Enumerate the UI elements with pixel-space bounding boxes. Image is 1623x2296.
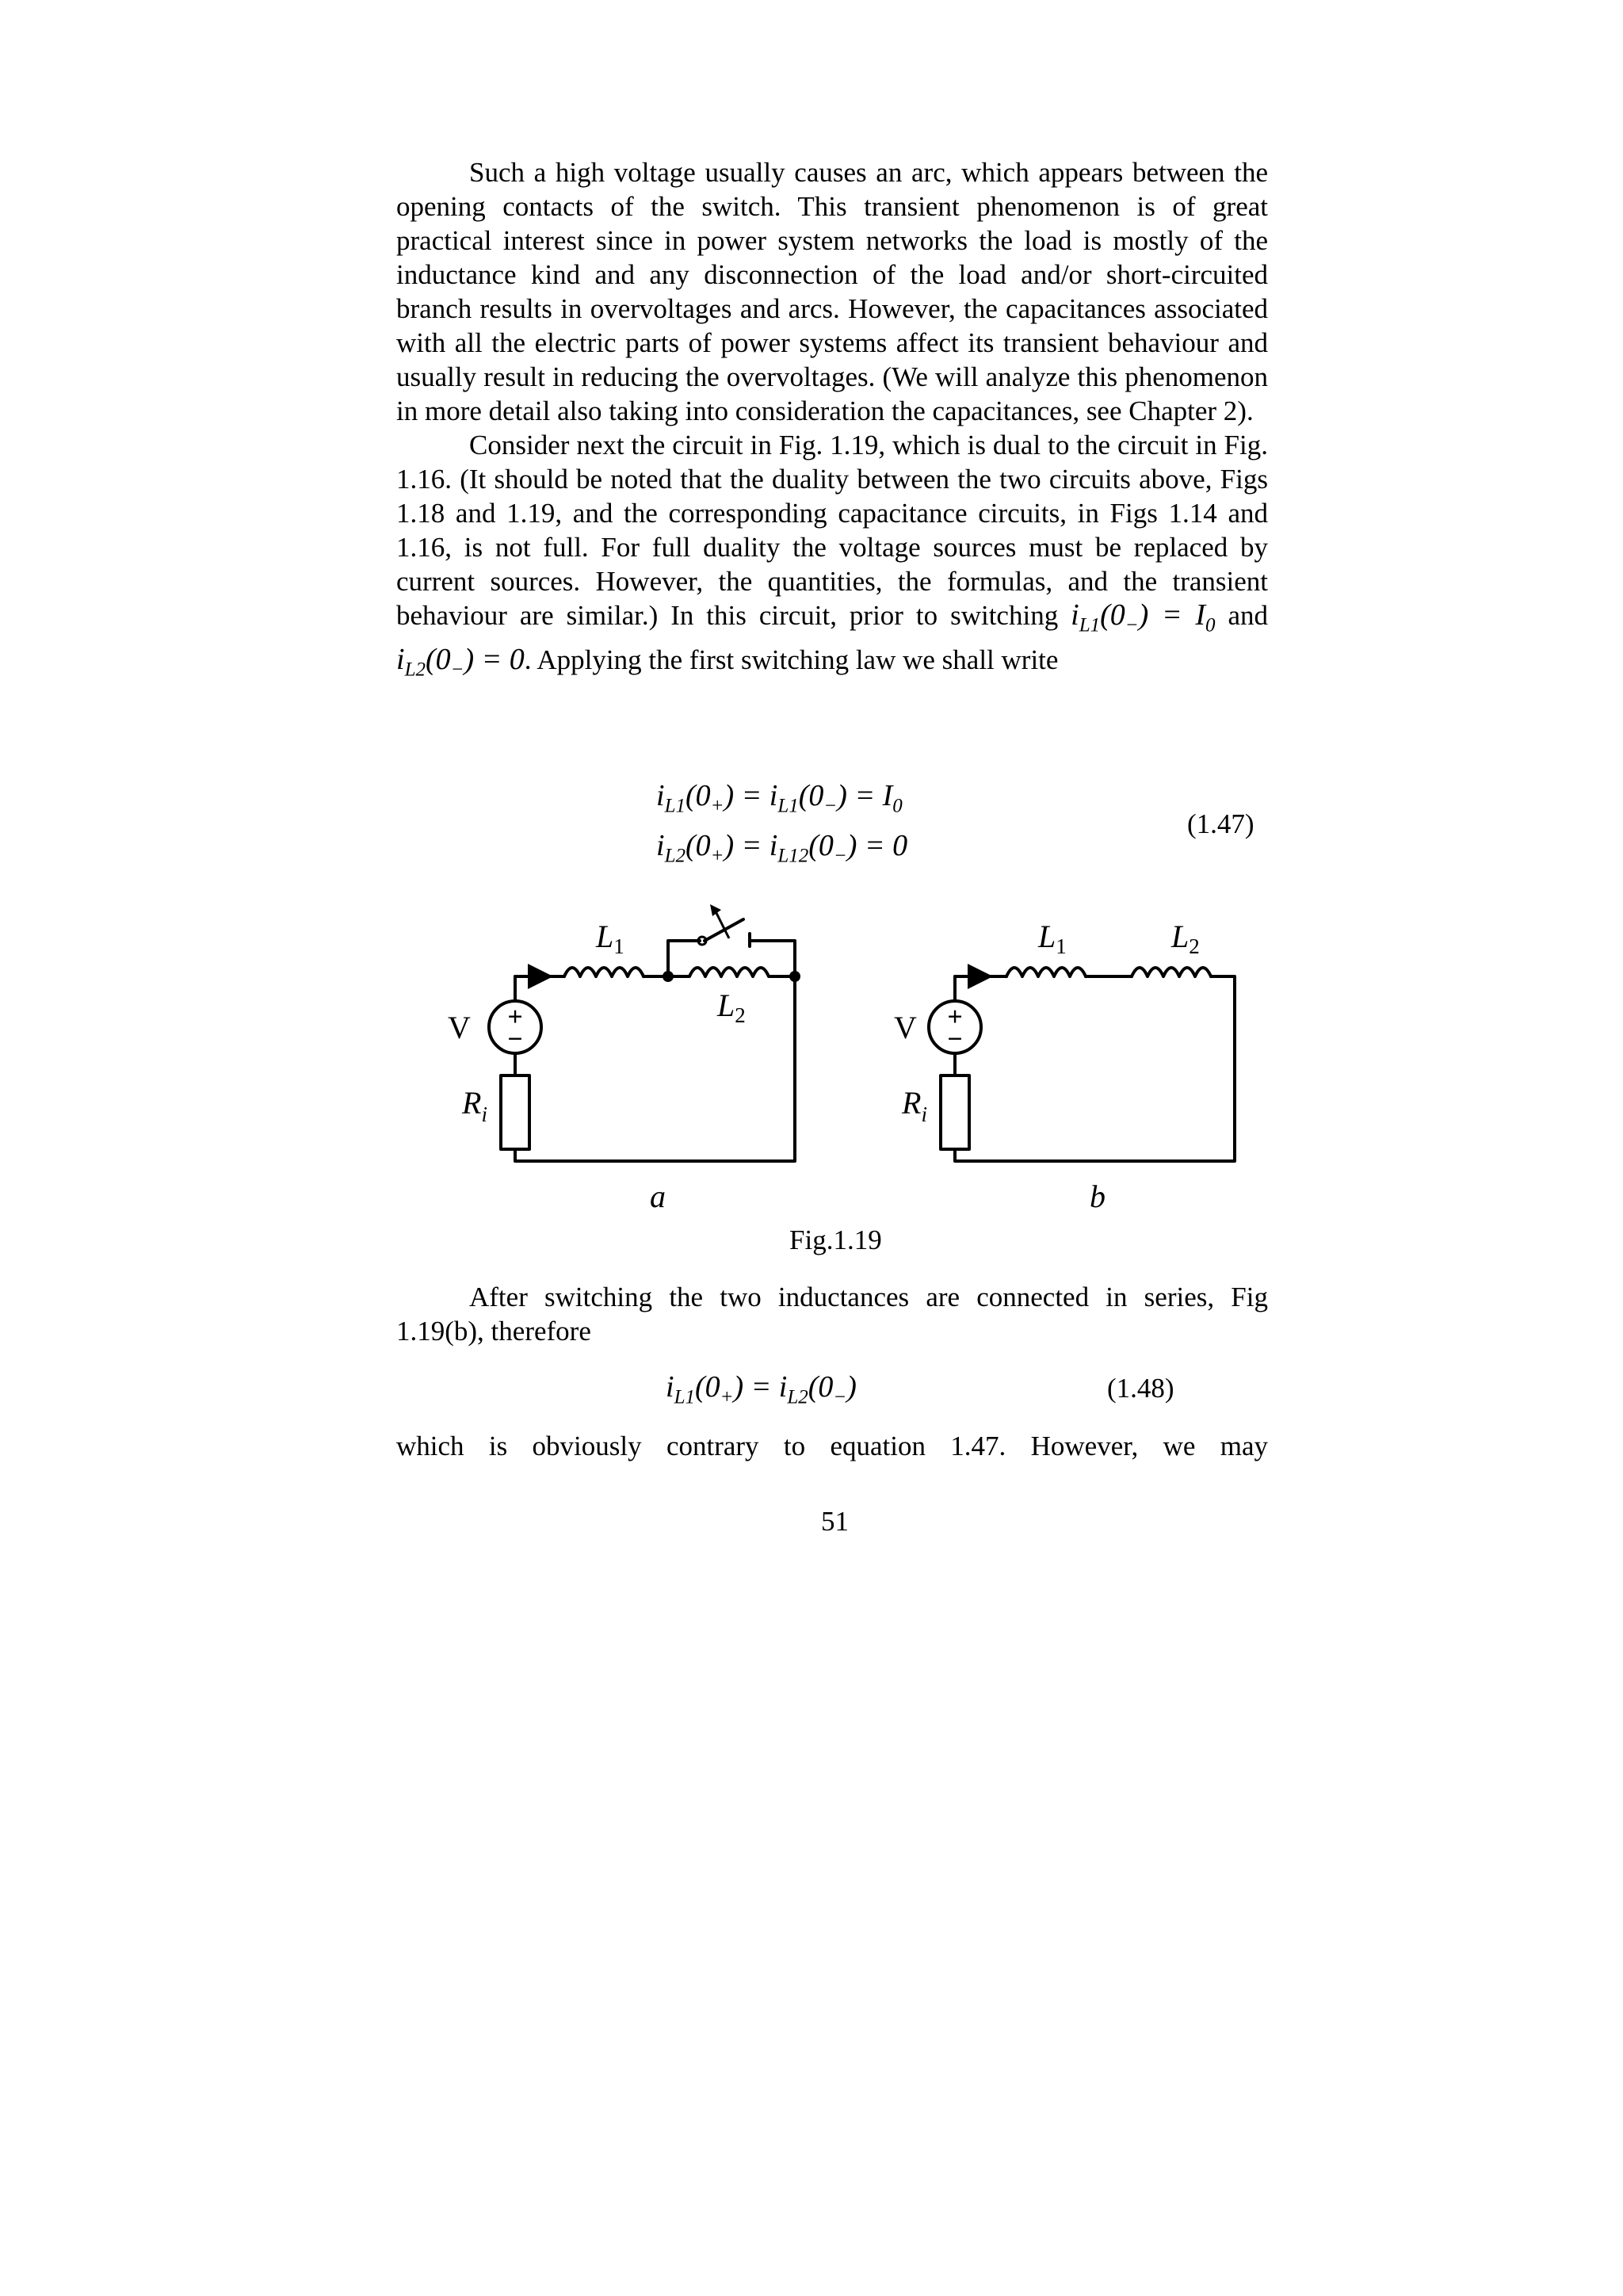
- minus-sign-a: −: [507, 1025, 523, 1054]
- equation-1-47-line-1: $i_{L1}(0_+) = i_{L1}(0_-) = I_0$: [656, 779, 903, 817]
- plus-sign-b: +: [947, 1003, 963, 1032]
- equation-1-47-line-2: $i_{L2}(0_+) = i_{L12}(0_-) = 0$: [656, 829, 908, 867]
- after-figure-text: [396, 1280, 1268, 1348]
- paragraph-2-tail: . Applying the first switching law we shall write: [524, 644, 1059, 675]
- label-v-b: V: [894, 1010, 917, 1045]
- label-l1-a: $L_1$: [596, 919, 624, 958]
- junction-dot-right: [789, 971, 800, 982]
- page-number: 51: [821, 1506, 849, 1537]
- inductor-l2-b: [1132, 968, 1211, 976]
- switch-arrow-icon: [710, 904, 721, 916]
- paragraph-1: Such a high voltage usually causes an arc, which appears between the opening contacts of the switch. This transient phenomenon is of great practical interest since in power system networks the load is mostly of the inductance kind and any disconnection of the load and/or short-circuited branch results in overvoltages and arcs. However, the capacitances associated with all the electric parts of power systems affect its transient behaviour and usually result in reducing the overvoltages. (We will analyze this phenomenon in more detail also taking into consideration the capacitances, see Chapter 2).: [396, 157, 1268, 426]
- figure-caption: Fig.1.19: [789, 1224, 882, 1255]
- inductor-l1: [564, 968, 643, 976]
- label-l2-a: $L_2$: [717, 988, 746, 1027]
- label-v-a: V: [448, 1010, 471, 1045]
- resistor-ri-b: [941, 1075, 969, 1149]
- equation-1-48: $i_{L1}(0_+) = i_{L2}(0_-)$: [666, 1370, 857, 1408]
- circuit-a: [501, 919, 795, 1161]
- paragraph-3: After switching the two inductances are connected in series, Fig 1.19(b), therefore: [396, 1282, 1268, 1347]
- equation-number-1-48: (1.48): [1107, 1373, 1174, 1404]
- inductor-l1-b: [1006, 968, 1086, 976]
- label-ri-b: $R_i$: [902, 1085, 927, 1126]
- inline-condition-1: $i_{L1}(0_-) = I_0$: [1071, 598, 1216, 636]
- label-ri-a: $R_i$: [462, 1085, 487, 1126]
- plus-sign-a: +: [507, 1003, 523, 1032]
- paragraph-2-text: Consider next the circuit in Fig. 1.19, which is dual to the circuit in Fig. 1.16. (It should be noted that the duality between the two circuits above, Figs 1.18 and 1.19, and the corresponding capacitance circuits, in Figs 1.14 and 1.16, is not full. For full duality the voltage sources must be replaced by current sources. However, the quantities, the formulas, and the transient behaviour are similar.) In this circuit, prior to switching: [396, 430, 1268, 631]
- minus-sign-b: −: [947, 1025, 963, 1054]
- panel-label-b: b: [1090, 1179, 1106, 1214]
- circuit-b: [941, 968, 1235, 1161]
- inductor-l2: [668, 968, 795, 976]
- label-l1-b: $L_1$: [1038, 919, 1067, 958]
- equation-number-1-47: (1.47): [1187, 808, 1254, 839]
- junction-dot-left: [663, 971, 674, 982]
- inline-condition-2: $i_{L2}(0_-) = 0$: [396, 642, 525, 681]
- switch-contact: [698, 937, 706, 945]
- and-word: and: [1228, 600, 1269, 631]
- last-line: which is obviously contrary to equation 1.47. However, we may: [396, 1431, 1268, 1461]
- label-l2-b: $L_2$: [1171, 919, 1200, 958]
- panel-label-a: a: [650, 1179, 666, 1214]
- resistor-ri: [501, 1075, 529, 1149]
